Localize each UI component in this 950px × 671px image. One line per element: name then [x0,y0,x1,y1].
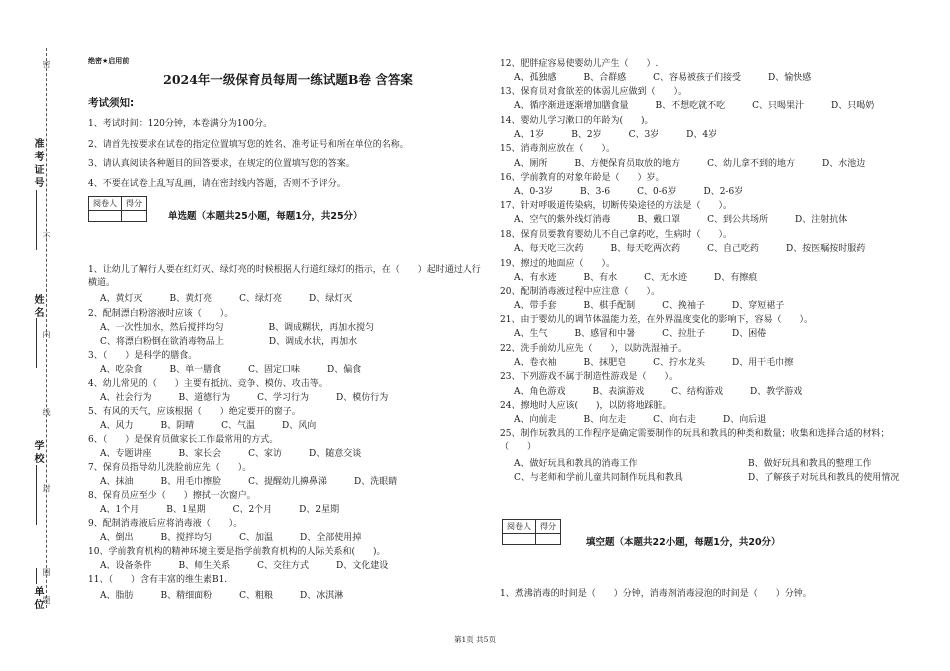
score-box [502,519,561,545]
seal-mark: 密 [42,60,51,68]
question-stem: 24、擦地时人应该( )，以防将地踩脏。 [500,401,672,411]
question-options: A、卷衣袖 B、抹肥皂 C、拧水龙头 D、用干毛巾擦 [514,358,794,368]
question-stem: 4、幼儿常见的（ ）主要有抵抗、竞争、模仿、攻击等。 [88,379,328,389]
question-stem: 22、洗手前幼儿应先（ ），以防洗湿袖子。 [500,344,687,354]
question-options: A、黄灯灭 B、黄灯亮 C、绿灯亮 D、绿灯灭 [100,294,353,304]
question-stem: 6、（ ）是保育员做家长工作最常用的方式。 [88,435,279,445]
question-options: A、带手套 B、棋手配制 C、挽袖子 D、穿短裙子 [514,301,785,311]
score-label: 得分 [122,197,147,211]
question-stem: 18、保育员要教育婴幼儿不自己拿药吃，生病时（ ）。 [500,230,732,240]
question-option: A、做好玩具和教具的消毒工作 [514,459,638,469]
question-options: A、有水迹 B、有水 C、无水迹 D、有擦痕 [514,273,758,283]
question-options: A、0-3岁 B、3-6 C、0-6岁 D、2-6岁 [514,187,744,197]
notice-item: 4、不要在试卷上乱写乱画，请在密封线内答题，否则不予评分。 [88,179,346,189]
question-stem: 7、保育员指导幼儿洗脸前应先（ ）。 [88,463,252,473]
question-stem: 8、保育员应至少（ ）擦拭一次窗户。 [88,491,256,501]
question-options: A、专题讲座 B、家长会 C、家访 D、随意交谈 [100,449,362,459]
binding-margin [0,0,80,671]
question-stem: 13、保育员对食欲差的体弱儿应做到（ ）。 [500,87,687,97]
score-cell[interactable] [536,534,561,545]
reviewer-label: 阅卷人 [89,197,122,211]
reviewer-label: 阅卷人 [503,520,536,534]
question-stem: 11、（ ）含有丰富的维生素B1. [88,575,228,585]
question-stem: 21、由于婴幼儿的调节体温能力差，在外界温度变化的影响下，容易（ ）。 [500,315,813,325]
school-line [36,465,37,525]
unit-label: 单位 [32,586,43,612]
question-stem: 19、擦过的地面应（ ）。 [500,259,615,269]
section-heading-single-choice: 单选题（本题共25小题，每题1分，共25分） [168,211,363,222]
question-stem: 20、配制消毒液过程中应注意（ ）。 [500,287,660,297]
question-options: A、角色游戏 B、表演游戏 C、结构游戏 D、教学游戏 [514,387,803,397]
name-line [36,318,37,368]
question-options: A、倒出 B、搅拌均匀 C、加温 D、全部使用掉 [100,533,362,543]
question-option: B、做好玩具和教具的整理工作 [748,459,872,469]
school-label: 学校 [32,440,43,466]
question-options: A、设备条件 B、师生关系 C、交往方式 D、文化建设 [100,561,389,571]
reviewer-cell[interactable] [89,211,122,222]
question-stem: 25、制作玩教具的工作程序是确定需要制作的玩具和教具的种类和数量；收集和选择合适的材料；（ ） [500,429,890,453]
question-options: A、空气的紫外线灯消毒 B、戴口罩 C、到公共场所 D、注射抗体 [514,215,848,225]
question-options: C、将漂白粉倒在欲消毒物品上 D、调成水状，再加水 [100,337,358,347]
notice-item: 3、请认真阅读各种题目的回答要求，在规定的位置填写您的答案。 [88,159,355,169]
name-label: 姓名 [32,294,43,320]
fill-question: 1、煮沸消毒的时间是（ ）分钟，消毒剂消毒浸泡的时间是（ ）分钟。 [500,589,812,599]
question-stem: 14、婴幼儿学习漱口的年龄为( )。 [500,116,654,126]
question-options: A、风力 B、阴晴 C、气温 D、风向 [100,421,317,431]
seal-mark: 题 [42,596,51,604]
question-options: A、吃杂食 B、单一膳食 C、固定口味 D、偏食 [100,365,362,375]
question-options: A、社会行为 B、道德行为 C、学习行为 D、模仿行为 [100,393,389,403]
question-options: A、循序渐进逐渐增加膳食量 B、不想吃就不吃 C、只喝果汁 D、只喝奶 [514,101,875,111]
section-heading-fill-blank: 填空题（本题共22小题，每题1分，共20分） [586,537,781,548]
question-stem: 15、消毒剂应放在（ ）。 [500,144,615,154]
question-stem: 9、配制消毒液后应将消毒液（ ）。 [88,519,243,529]
unit-line [36,568,37,584]
seal-mark: 内 [42,330,51,338]
page-title: 2024年一级保育员每周一练试题B卷 含答案 [163,72,413,87]
notice-item: 1、考试时间：120分钟，本卷满分为100分。 [88,119,273,129]
exam-id-line [36,190,37,250]
question-stem: 3、（ ）是科学的膳食。 [88,351,198,361]
score-label: 得分 [536,520,561,534]
question-options: A、1个月 B、1星期 C、2个月 D、2星期 [100,505,340,515]
question-stem: 2、配制漂白粉溶液时应该（ ）。 [88,309,234,319]
question-options: A、一次性加水，然后搅拌均匀 B、调成糊状，再加水搅匀 [100,323,375,333]
page-footer: 第1页 共5页 [454,635,496,644]
question-option: D、了解孩子对玩具和教具的使用情况 [748,473,900,483]
seal-mark: 封 [42,484,51,492]
score-box [88,196,147,222]
question-options: A、孤独感 B、合群感 C、容易被孩子们接受 D、愉快感 [514,73,812,83]
question-option: C、与老师和学前儿童共同制作玩具和教具 [514,473,683,483]
exam-id-label: 准考证号 [32,138,43,190]
seal-mark: 不 [42,232,51,240]
question-options: A、每天吃三次药 B、每天吃两次药 C、自己吃药 D、按医嘱按时服药 [514,244,866,254]
question-options: A、厕所 B、方便保育员取放的地方 C、幼儿拿不到的地方 D、水池边 [514,159,866,169]
question-options: A、抹油 B、用毛巾擦脸 C、提醒幼儿擤鼻涕 D、洗眼睛 [100,477,398,487]
question-stem: 17、针对呼吸道传染病，切断传染途径的方法是（ ）。 [500,201,732,211]
question-stem: 10、学前教育机构的精神环境主要是指学前教育机构的人际关系和( )。 [88,547,386,557]
question-stem: 5、有风的天气，应该根据（ ）绝定要开的窗子。 [88,407,301,417]
seal-mark: 圈 [42,568,51,576]
question-options: A、生气 B、感冒和中暑 C、拉肚子 D、困倦 [514,329,767,339]
secret-stamp: 绝密★启用前 [88,57,130,65]
question-stem: 16、学前教育的对象年龄是（ ）岁。 [500,173,665,183]
seal-line [46,48,47,608]
question-stem: 23、下列游戏不属于制造性游戏是（ ）。 [500,372,678,382]
question-stem: 12、肥胖症容易使婴幼儿产生（ ）. [500,59,659,69]
question-options: A、脂肪 B、精细面粉 C、粗粮 D、冰淇淋 [100,591,344,601]
score-cell[interactable] [122,211,147,222]
question-options: A、1岁 B、2岁 C、3岁 D、4岁 [514,130,718,140]
question-options: A、向前走 B、向左走 C、向右走 D、向后退 [514,415,767,425]
seal-mark: 线 [42,408,51,416]
notice-heading: 考试须知: [88,97,135,109]
notice-item: 2、请首先按要求在试卷的指定位置填写您的姓名、准考证号和所在单位的名称。 [88,140,409,150]
question-stem: 1、让幼儿了解行人要在红灯灭、绿灯亮的时候根据人行道红绿灯的指示，在（ ）起时通过人行横道。 [88,265,481,289]
reviewer-cell[interactable] [503,534,536,545]
